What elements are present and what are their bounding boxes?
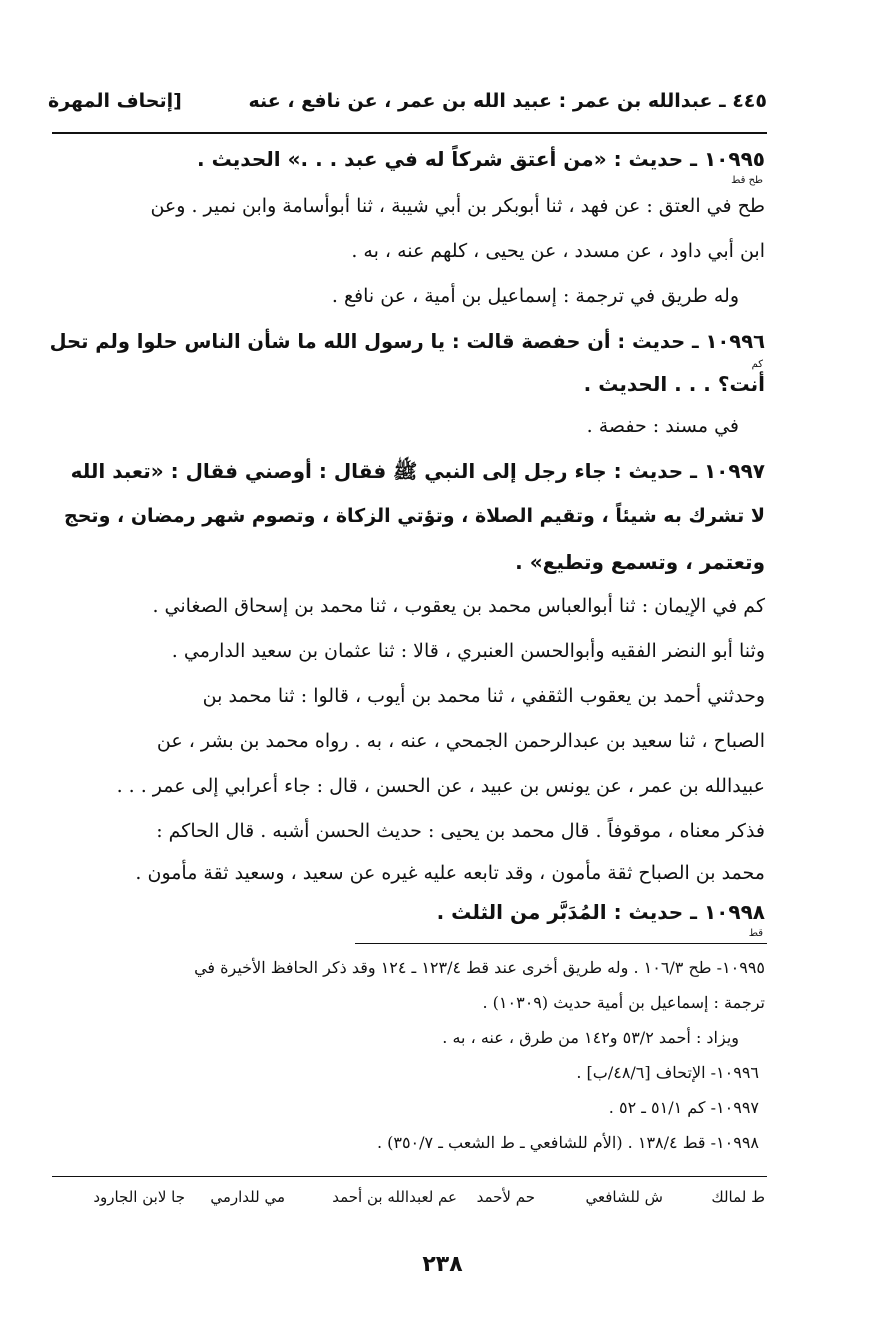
abbreviation-rule (52, 1176, 767, 1177)
header-title: ٤٤٥ ـ عبدالله بن عمر : عبيد الله بن عمر ، عن نافع ، عنه (248, 90, 767, 112)
page-number: ٢٣٨ (422, 1252, 463, 1277)
header-book-title: [إتحاف المهرة (48, 90, 182, 112)
text-line: وثنا أبو النضر الفقيه وأبوالحسن العنبري ، قالا : ثنا عثمان بن سعيد الدارمي . (171, 640, 765, 662)
text-line: ابن أبي داود ، عن مسدد ، عن يحيى ، كلهم عنه ، به . (351, 240, 765, 262)
margin-note: طح قط (731, 175, 763, 186)
abbreviation-item: ط لمالك (711, 1188, 765, 1206)
text-line: كم في الإيمان : ثنا أبوالعباس محمد بن يعقوب ، ثنا محمد بن إسحاق الصغاني . (152, 595, 765, 617)
hadith-heading-cont: لا تشرك به شيئاً ، وتقيم الصلاة ، وتؤتي الزكاة ، وتصوم شهر رمضان ، وتحج (64, 505, 765, 527)
hadith-heading: ١٠٩٩٥ ـ حديث : «من أعتق شركاً له في عبد . . .» الحديث . (197, 147, 765, 171)
text-line: محمد بن الصباح ثقة مأمون ، وقد تابعه عليه غيره عن سعيد ، وسعيد ثقة مأمون . (135, 862, 765, 884)
hadith-heading: ١٠٩٩٦ ـ حديث : أن حفصة قالت : يا رسول الله ما شأن الناس حلوا ولم تحل (49, 330, 765, 353)
text-line: فذكر معناه ، موقوفاً . قال محمد بن يحيى : حديث الحسن أشبه . قال الحاكم : (156, 820, 765, 842)
text-line: وحدثني أحمد بن يعقوب الثقفي ، ثنا محمد بن أيوب ، قالوا : ثنا محمد بن (202, 685, 765, 707)
abbreviation-item: ش للشافعي (585, 1188, 663, 1206)
abbreviation-item: مي للدارمي (210, 1188, 285, 1206)
margin-note: كم (751, 359, 763, 370)
footnote-line: ١٠٩٩٧- كم ٥١/١ ـ ٥٢ . (608, 1098, 759, 1117)
text-line: في مسند : حفصة . (586, 415, 739, 437)
text-line: عبيدالله بن عمر ، عن يونس بن عبيد ، عن الحسن ، قال : جاء أعرابي إلى عمر . . . (116, 775, 765, 797)
text-line: طح في العتق : عن فهد ، ثنا أبوبكر بن أبي شيبة ، ثنا أبوأسامة وابن نمير . وعن (150, 195, 765, 217)
footnote-line: ١٠٩٩٨- قط ١٣٨/٤ . (الأم للشافعي ـ ط الشعب ـ ٣٥٠/٧) . (376, 1133, 759, 1152)
text-line: الصباح ، ثنا سعيد بن عبدالرحمن الجمحي ، عنه ، به . رواه محمد بن بشر ، عن (156, 730, 765, 752)
hadith-heading-cont: وتعتمر ، وتسمع وتطيع» . (515, 550, 765, 574)
margin-note: قط (748, 928, 763, 939)
hadith-heading-cont: أنت؟ . . . الحديث . (583, 372, 765, 396)
footnote-line: ترجمة : إسماعيل بن أمية حديث (١٠٣٠٩) . (482, 993, 765, 1012)
hadith-heading: ١٠٩٩٧ ـ حديث : جاء رجل إلى النبي ﷺ فقال : أوصني فقال : «تعبد الله (70, 459, 765, 483)
footnote-separator (355, 943, 767, 944)
abbreviation-item: حم لأحمد (476, 1188, 535, 1206)
text-line: وله طريق في ترجمة : إسماعيل بن أمية ، عن نافع . (331, 285, 739, 307)
footnote-line: ١٠٩٩٦- الإتحاف [٤٨/٦/ب] . (576, 1063, 759, 1082)
footnote-line: ويزاد : أحمد ٥٣/٢ و١٤٢ من طرق ، عنه ، به . (442, 1028, 739, 1047)
abbreviation-item: جا لابن الجارود (93, 1188, 185, 1206)
abbreviation-item: عم لعبدالله بن أحمد (332, 1188, 457, 1206)
hadith-heading: ١٠٩٩٨ ـ حديث : المُدَبَّر من الثلث . (436, 900, 765, 924)
running-header (48, 86, 767, 122)
footnote-line: ١٠٩٩٥- طح ١٠٦/٣ . وله طريق أخرى عند قط ١٢٣/٤ ـ ١٢٤ وقد ذكر الحافظ الأخيرة في (194, 958, 765, 977)
header-rule (52, 132, 767, 134)
